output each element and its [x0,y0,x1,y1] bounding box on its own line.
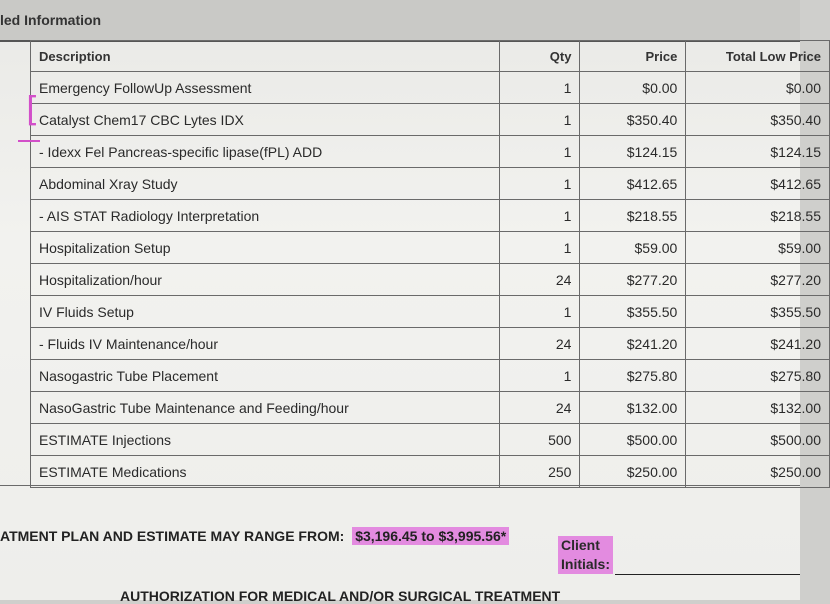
header-price: Price [580,41,686,72]
row-price: $0.00 [580,72,686,104]
row-total: $132.00 [686,392,830,424]
table-header-row [31,41,830,72]
row-qty: 1 [499,232,580,264]
range-label: ATMENT PLAN AND ESTIMATE MAY RANGE FROM: [0,528,345,544]
header-qty: Qty [499,41,580,72]
range-amount-highlight: $3,196.45 to $3,995.56* [352,527,509,545]
row-qty: 1 [499,200,580,232]
row-description: IV Fluids Setup [31,296,500,328]
row-price: $124.15 [580,136,686,168]
table-row [31,232,830,264]
row-price: $277.20 [580,264,686,296]
pink-dash-annotation [18,140,40,142]
table-bottom-rule [0,485,800,486]
client-label-line1: Client [561,537,600,553]
table-row [31,392,830,424]
row-description: - Idexx Fel Pancreas-specific lipase(fPL) ADD [31,136,500,168]
client-label-line2: Initials: [561,556,611,572]
row-qty: 24 [499,392,580,424]
pink-bracket-annotation: [ [26,90,40,130]
row-description: ESTIMATE Medications [31,456,500,488]
row-total: $0.00 [686,72,830,104]
row-price: $241.20 [580,328,686,360]
row-price: $218.55 [580,200,686,232]
table-row [31,296,830,328]
table-row [31,328,830,360]
table-row [31,200,830,232]
row-qty: 1 [499,168,580,200]
row-qty: 1 [499,136,580,168]
row-price: $59.00 [580,232,686,264]
row-qty: 500 [499,424,580,456]
table-row [31,136,830,168]
row-total: $250.00 [686,456,830,488]
header-total: Total Low Price [686,41,830,72]
row-price: $412.65 [580,168,686,200]
estimate-range [0,528,509,544]
section-title: led Information [0,12,102,28]
row-total: $412.65 [686,168,830,200]
table-row [31,360,830,392]
authorization-heading: AUTHORIZATION FOR MEDICAL AND/OR SURGICAL TREATMENT [120,588,561,604]
row-description: Abdominal Xray Study [31,168,500,200]
row-total: $500.00 [686,424,830,456]
row-description: - AIS STAT Radiology Interpretation [31,200,500,232]
header-description: Description [31,41,500,72]
row-total: $275.80 [686,360,830,392]
estimate-table [30,40,830,488]
row-description: - Fluids IV Maintenance/hour [31,328,500,360]
row-description: Hospitalization Setup [31,232,500,264]
client-initials-label [558,536,613,574]
table-row [31,72,830,104]
row-qty: 1 [499,296,580,328]
row-price: $355.50 [580,296,686,328]
row-total: $277.20 [686,264,830,296]
row-qty: 1 [499,104,580,136]
row-price: $132.00 [580,392,686,424]
row-total: $241.20 [686,328,830,360]
row-price: $500.00 [580,424,686,456]
row-description: Hospitalization/hour [31,264,500,296]
row-total: $355.50 [686,296,830,328]
table-row [31,104,830,136]
table-row [31,456,830,488]
row-qty: 1 [499,72,580,104]
row-price: $275.80 [580,360,686,392]
row-price: $350.40 [580,104,686,136]
row-qty: 24 [499,328,580,360]
row-description: NasoGastric Tube Maintenance and Feeding/hour [31,392,500,424]
row-qty: 1 [499,360,580,392]
row-total: $218.55 [686,200,830,232]
row-total: $59.00 [686,232,830,264]
row-qty: 250 [499,456,580,488]
table-row [31,168,830,200]
row-total: $124.15 [686,136,830,168]
section-header [0,0,800,42]
row-qty: 24 [499,264,580,296]
row-description: Emergency FollowUp Assessment [31,72,500,104]
row-description: ESTIMATE Injections [31,424,500,456]
initials-signature-line [615,574,800,575]
table-row [31,424,830,456]
table-row [31,264,830,296]
row-total: $350.40 [686,104,830,136]
row-price: $250.00 [580,456,686,488]
row-description: Catalyst Chem17 CBC Lytes IDX [31,104,500,136]
row-description: Nasogastric Tube Placement [31,360,500,392]
